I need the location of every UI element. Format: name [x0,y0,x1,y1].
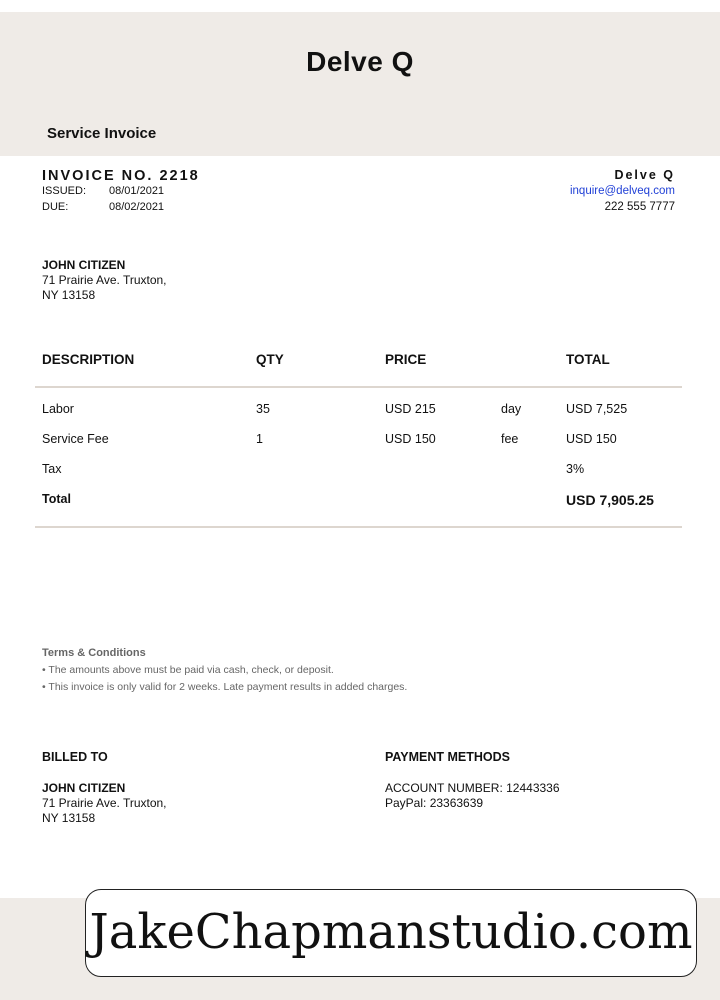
row-tax-total: 3% [566,462,585,476]
account-number: ACCOUNT NUMBER: 12443336 [385,781,560,795]
customer-address-line1: 71 Prairie Ave. Truxton, [42,273,167,287]
header-qty: QTY [256,352,284,367]
vendor-phone: 222 555 7777 [604,201,675,213]
watermark: JakeChapmanstudio.com [85,889,697,977]
grand-total-value: USD 7,905.25 [566,492,654,508]
billed-to-heading: BILLED TO [42,750,108,764]
row-fee-description: Service Fee [42,432,109,446]
row-fee-unit: fee [501,432,519,446]
header-total: TOTAL [566,352,610,367]
grand-total-label: Total [42,492,71,506]
header-description: DESCRIPTION [42,352,135,367]
row-labor-price: USD 215 [385,402,436,416]
row-labor-total: USD 7,525 [566,402,628,416]
payment-methods-heading: PAYMENT METHODS [385,750,511,764]
customer-name: JOHN CITIZEN [42,258,126,272]
invoice-number: INVOICE NO. 2218 [42,168,200,184]
due-value: 08/02/2021 [109,201,165,213]
issued-label: ISSUED: [42,185,87,197]
terms-item: • The amounts above must be paid via cash, check, or deposit. [42,664,334,676]
row-fee-qty: 1 [256,432,263,446]
table-footer-divider [35,526,682,528]
terms-title: Terms & Conditions [42,647,146,659]
billed-to-name: JOHN CITIZEN [42,781,126,795]
document-type: Service Invoice [47,125,157,142]
due-date [42,201,164,213]
billed-to-address-line2: NY 13158 [42,811,96,825]
vendor-name: Delve Q [614,168,675,182]
customer-address-line2: NY 13158 [42,288,96,302]
due-label: DUE: [42,201,69,213]
row-tax-description: Tax [42,462,62,476]
company-title: Delve Q [306,46,414,77]
row-labor-unit: day [501,402,522,416]
billed-to-address-line1: 71 Prairie Ave. Truxton, [42,796,167,810]
row-fee-total: USD 150 [566,432,617,446]
header-price: PRICE [385,352,427,367]
issued-value: 08/01/2021 [109,185,165,197]
issued-date [42,185,164,197]
table-header-divider [35,386,682,388]
vendor-email[interactable]: inquire@delveq.com [569,185,675,197]
row-labor-description: Labor [42,402,74,416]
row-fee-price: USD 150 [385,432,436,446]
terms-item: • This invoice is only valid for 2 weeks. Late payment results in added charges. [42,681,408,693]
paypal-id: PayPal: 23363639 [385,796,484,810]
row-labor-qty: 35 [256,402,270,416]
